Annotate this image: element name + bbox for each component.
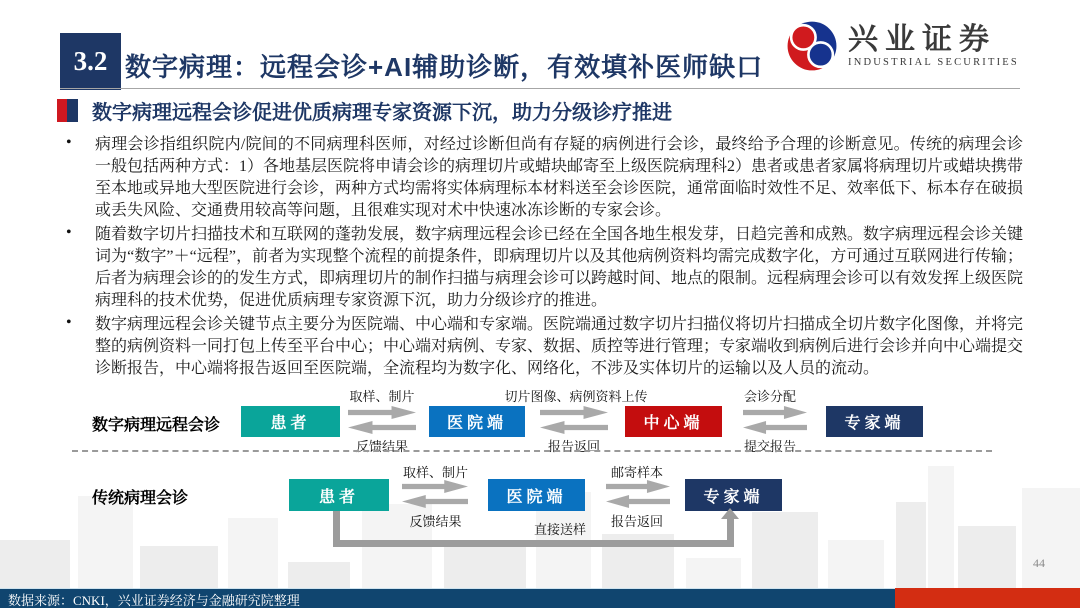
digital-flow-label: 数字病理远程会诊 <box>92 417 221 434</box>
arrow-right-icon <box>348 406 416 419</box>
arrow-left-icon <box>402 495 468 508</box>
node-expert: 专家端 <box>826 406 923 437</box>
node-hospital: 医院端 <box>488 479 585 511</box>
bullet-text: 数字病理远程会诊关键节点主要分为医院端、中心端和专家端。医院端通过数字切片扫描仪将切片扫描成全切片数字化图像，并将完整的病例资料一同打包上传至平台中心；中心端对病例、专家、数据、质控等进行管理；专家端收到病例后进行会诊并向中心端提交诊断报告，中心端将报告返回至医院端，全流程均为数字化、网络化，不涉及实体切片的运输以及人员的流动。 <box>95 316 1024 377</box>
data-source: 数据来源：CNKI，兴业证券经济与金融研究院整理 <box>8 592 300 608</box>
flow-separator <box>72 450 992 452</box>
bullet-marker: • <box>66 314 72 331</box>
subtitle: 数字病理远程会诊促进优质病理专家资源下沉，助力分级诊疗推进 <box>92 102 672 124</box>
node-expert: 专家端 <box>685 479 782 511</box>
arrow-left-icon <box>743 421 807 434</box>
bullet-marker: • <box>66 224 72 241</box>
link-label-backward: 报告返回 <box>547 439 600 454</box>
link-label-forward: 取样、制片 <box>402 465 468 480</box>
link-label-backward: 反馈结果 <box>409 514 462 529</box>
page-number: 44 <box>1033 556 1045 570</box>
link-label-backward: 反馈结果 <box>355 439 408 454</box>
bullet-text: 随着数字切片扫描技术和互联网的蓬勃发展，数字病理远程会诊已经在全国各地生根发芽，日趋完善和成熟。数字病理远程会诊关键词为“数字”＋“远程”，前者为实现整个流程的前提条件，即病理切片以及其他病例资料均需完成数字化，方可通过互联网进行传输；后者为病理会诊的的发生方式，即病理切片的制作扫描与病理会诊可以跨越时间、地点的限制。远程病理会诊可以有效发挥上级医院病理科的技术优势，促进优质病理专家资源下沉，助力分级诊疗的推进。 <box>95 226 1024 309</box>
bypass-label: 直接送样 <box>533 522 586 537</box>
arrow-left-icon <box>606 495 670 508</box>
footer-red-accent <box>895 588 1080 608</box>
node-hospital: 医院端 <box>429 406 525 437</box>
bullet-text: 病理会诊指组织院内/院间的不同病理科医师，对经过诊断但尚有存疑的病例进行会诊，最终给予合理的诊断意见。传统的病理会诊一般包括两种方式：1）各地基层医院将申请会诊的病理切片或蜡块邮寄至上级医院病理科2）患者或患者家属将病理切片或蜡块携带至本地或异地大型医院进行会诊，两种方式均需将实体病理标本材料送至会诊医院，通常面临时效性不足、效率低下、标本存在破损或丢失风险、交通费用较高等问题，且很难实现对术中快速冰冻诊断的专家会诊。 <box>95 136 1024 219</box>
arrow-right-icon <box>540 406 608 419</box>
arrow-right-icon <box>402 480 468 493</box>
page-title: 数字病理：远程会诊+AI辅助诊断，有效填补医师缺口 <box>125 52 764 82</box>
link-label-forward: 取样、制片 <box>349 389 415 404</box>
section-number-badge: 3.2 <box>60 33 121 90</box>
link-label-backward: 报告返回 <box>610 514 663 529</box>
brand-name-cn: 兴业证券 <box>848 22 996 56</box>
link-label-forward: 邮寄样本 <box>610 465 663 480</box>
traditional-flow-label: 传统病理会诊 <box>92 490 189 507</box>
bullet-marker: • <box>66 134 72 151</box>
arrow-right-icon <box>606 480 670 493</box>
link-label-backward: 提交报告 <box>743 439 796 454</box>
node-center: 中心端 <box>625 406 722 437</box>
footer-bar <box>0 588 895 608</box>
bypass-line-up <box>727 518 734 547</box>
brand-name-en: INDUSTRIAL SECURITIES <box>848 56 1019 68</box>
arrow-right-icon <box>743 406 807 419</box>
arrow-left-icon <box>540 421 608 434</box>
link-label-forward: 会诊分配 <box>743 389 796 404</box>
link-label-forward: 切片图像、病例资料上传 <box>504 389 648 404</box>
node-patient: 患者 <box>241 406 340 437</box>
bypass-line-across <box>333 540 734 547</box>
bypass-arrowhead-icon <box>721 508 739 519</box>
arrow-left-icon <box>348 421 416 434</box>
node-patient: 患者 <box>289 479 389 511</box>
